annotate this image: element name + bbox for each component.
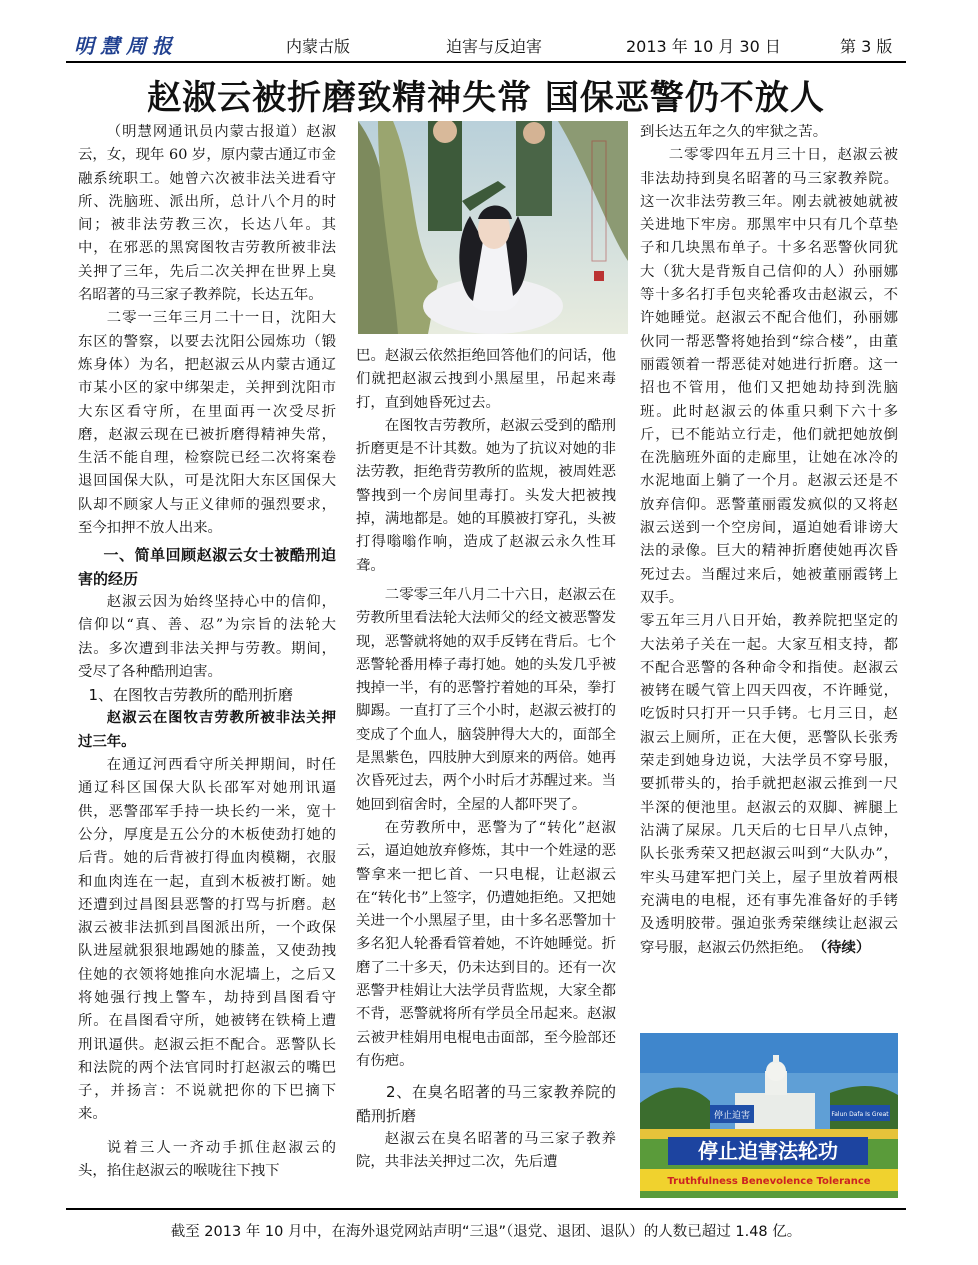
subsection-heading: 2、在臭名昭著的马三家教养院的酷刑折磨 (356, 1083, 616, 1125)
paragraph: 零五年三月八日开始，教养院把坚定的大法弟子关在一起。大家互相支持，都不配合恶警的各种命令和指使。赵淑云被铐在暖气管上四天四夜，不许睡觉，吃饭时只打开一只手铐。七月三日，赵淑云上厕所，正在大便，恶警队长张秀荣走到她身边说，大法学员不穿号服，要抓带头的，抬手就把赵淑云推到一尺半深的便池里。赵淑云的双脚、裤腿上沾满了屎尿。几天后的七日早八点钟，队长张秀荣又把赵淑云叫到“大队办”，牢头马建军把门关上，屋子里放着两根充满电的电棍，还有事先准备好的手铐及透明胶带。强迫张秀荣继续让赵淑云穿号服，赵淑云仍然拒绝。 (640, 613, 898, 957)
paragraph: 在通辽河西看守所关押期间，时任通辽科区国保大队长邵军对她刑讯逼供，恶警邵军手持一块长约一米，宽十公分，厚度是五公分的木板使劲打她的后背。她的后背被打得血肉模糊，衣服和血肉连在一起，直到木板被打断。她还遭到过昌图县恶警的打骂与折磨。赵淑云被非法抓到昌图派出所，一个政保队进屋就狠狠地踢她的膝盖，又使劲拽住她的衣领将她推向水泥墙上，之后又将她强行拽上警车，劫持到昌图看守所。在昌图看守所，她被铐在铁椅上遭刑讯逼供。赵淑云拒不配合。恶警队长和法院的两个法官同时打赵淑云的嘴巴子，并扬言：不说就把你的下巴摘下来。 (78, 757, 336, 1123)
article-headline: 赵淑云被折磨致精神失常 国保恶警仍不放人 (147, 78, 825, 118)
column-2 (356, 345, 616, 1174)
paragraph: 赵淑云因为始终坚持心中的信仰，信仰以“真、善、忍”为宗旨的法轮大法。多次遭到非法关押与劳教。期间，受尽了各种酷刑迫害。 (78, 593, 336, 680)
masthead (66, 26, 906, 58)
column-1 (78, 121, 336, 1183)
paragraph: 说着三人一齐动手抓住赵淑云的头，掐住赵淑云的喉咙往下拽下 (78, 1139, 336, 1180)
illustration-painting (358, 121, 628, 334)
column-3 (640, 121, 898, 961)
issue-date: 2013 年 10 月 30 日 (626, 37, 781, 56)
main-banner: 停止迫害法轮功 (698, 1139, 838, 1163)
page-number: 第 3 版 (840, 37, 893, 56)
brand-name: 明慧周报 (74, 34, 178, 58)
to-be-continued: （待续） (812, 939, 871, 957)
sign-2: Falun Dafa Is Great (831, 1111, 889, 1118)
paragraph: 在劳教所中，恶警为了“转化”赵淑云，逼迫她放弃修炼，其中一个姓逯的恶警拿来一把匕首、一只电棍，让赵淑云在“转化书”上签字，仍遭她拒绝。又把她关进一个小黑屋子里，由十多名恶警加十多名犯人轮番看管着她，不许她睡觉。折磨了二十多天，仍未达到目的。还有一次恶警尹桂娟让大法学员背监规，大家全都不背，恶警就将所有学员全吊起来。赵淑云被尹桂娟用电棍电击面部，至今脸部还有伤疤。 (356, 819, 616, 1069)
paragraph: 二零一三年三月二十一日，沈阳大东区的警察，以要去沈阳公园炼功（锻炼身体）为名，把赵淑云从内蒙古通辽市某小区的家中绑架走，关押到沈阳市大东区看守所，在里面再一次受尽折磨，赵淑云现在已被折磨得精神失常，生活不能自理，检察院已经二次将案卷退回国保大队，可是沈阳大东区国保大队却不顾家人与正义律师的强烈要求，至今扣押不放人出来。 (78, 310, 336, 537)
edition-region: 内蒙古版 (286, 37, 351, 56)
paragraph: 到长达五年之久的牢狱之苦。 (640, 124, 828, 140)
rally-photo (640, 1033, 898, 1198)
footer-notice: 截至 2013 年 10 月中，在海外退党网站声明“三退”（退党、退团、退队）的人数已超过 1.48 亿。 (170, 1224, 802, 1240)
paragraph: 巴。赵淑云依然拒绝回答他们的问话，他们就把赵淑云拽到小黑屋里，吊起来毒打，直到她昏死过去。 (356, 348, 616, 411)
bold-lead: 赵淑云在图牧吉劳教所被非法关押过三年。 (78, 710, 336, 750)
sign-1: 停止迫害 (713, 1111, 751, 1121)
paragraph: 二零零四年五月三十日，赵淑云被非法劫持到臭名昭著的马三家教养院。这一次非法劳教三年。刚去就被她就被关进地下牢房。那黑牢中只有几个草垫子和几块黑布单子。十多名恶警伙同犹大（犹大是背叛自己信仰的人）孙丽娜等十多名打手包夹轮番攻击赵淑云，不许她睡觉。赵淑云不配合他们，孙丽娜伙同一帮恶警将她抬到“综合楼”，由董丽霞领着一帮恶徒对她进行折磨。这一招也不管用，他们又把她劫持到洗脑班。此时赵淑云的体重只剩下六十多斤，已不能站立行走，他们就把她放倒在洗脑班外面的走廊里，让她在冰冷的水泥地面上躺了一个月。赵淑云还是不放弃信仰。恶警董丽霞发疯似的又将赵淑云送到一个空房间，逼迫她看诽谤大法的录像。巨大的精神折磨使她再次昏死过去。当醒过来后，她被董丽霞铐上双手。 (640, 147, 898, 606)
footer-rule (66, 1208, 906, 1210)
section-heading: 一、简单回顾赵淑云女士被酷刑迫害的经历 (78, 546, 336, 588)
subsection-heading: 1、在图牧吉劳教所的酷刑折磨 (88, 686, 294, 705)
paragraph: 在图牧吉劳教所，赵淑云受到的酷刑折磨更是不计其数。她为了抗议对她的非法劳教，拒绝背劳教所的监规，被周姓恶警拽到一个房间里毒打。头发大把被拽掉，满地都是。她的耳膜被打穿孔，头被打得嗡嗡作响，造成了赵淑云永久性耳聋。 (356, 417, 616, 574)
sub-banner: Truthfulness Benevolence Tolerance (667, 1176, 871, 1187)
paragraph: 二零零三年八月二十六日，赵淑云在劳教所里看法轮大法师父的经文被恶警发现，恶警就将她的双手反铐在背后。七个恶警轮番用棒子毒打她。她的头发几乎被拽掉一半，有的恶警拧着她的耳朵，拳打脚踢。一直打了三个小时，赵淑云被打的变成了个血人，脑袋肿得大大的，面部全是黑紫色，四肢肿大到原来的两倍。她再次昏死过去，两个小时后才苏醒过来。当她回到宿舍时，全屋的人都吓哭了。 (356, 586, 616, 813)
paragraph: （明慧网通讯员内蒙古报道）赵淑云，女，现年 60 岁，原内蒙古通辽市金融系统职工。她曾六次被非法关进看守所、洗脑班、派出所，总计八个月的时间；被非法劳教三次，长达八年。其中，在邪恶的黑窝图牧吉劳教所被非法关押了三年，先后二次关押在世界上臭名昭著的马三家子教养院，长达五年。 (78, 124, 336, 304)
section-name: 迫害与反迫害 (446, 37, 543, 56)
paragraph: 赵淑云在臭名昭著的马三家子教养院，共非法关押过二次，先后遭 (356, 1130, 616, 1171)
header-rule (66, 61, 906, 63)
